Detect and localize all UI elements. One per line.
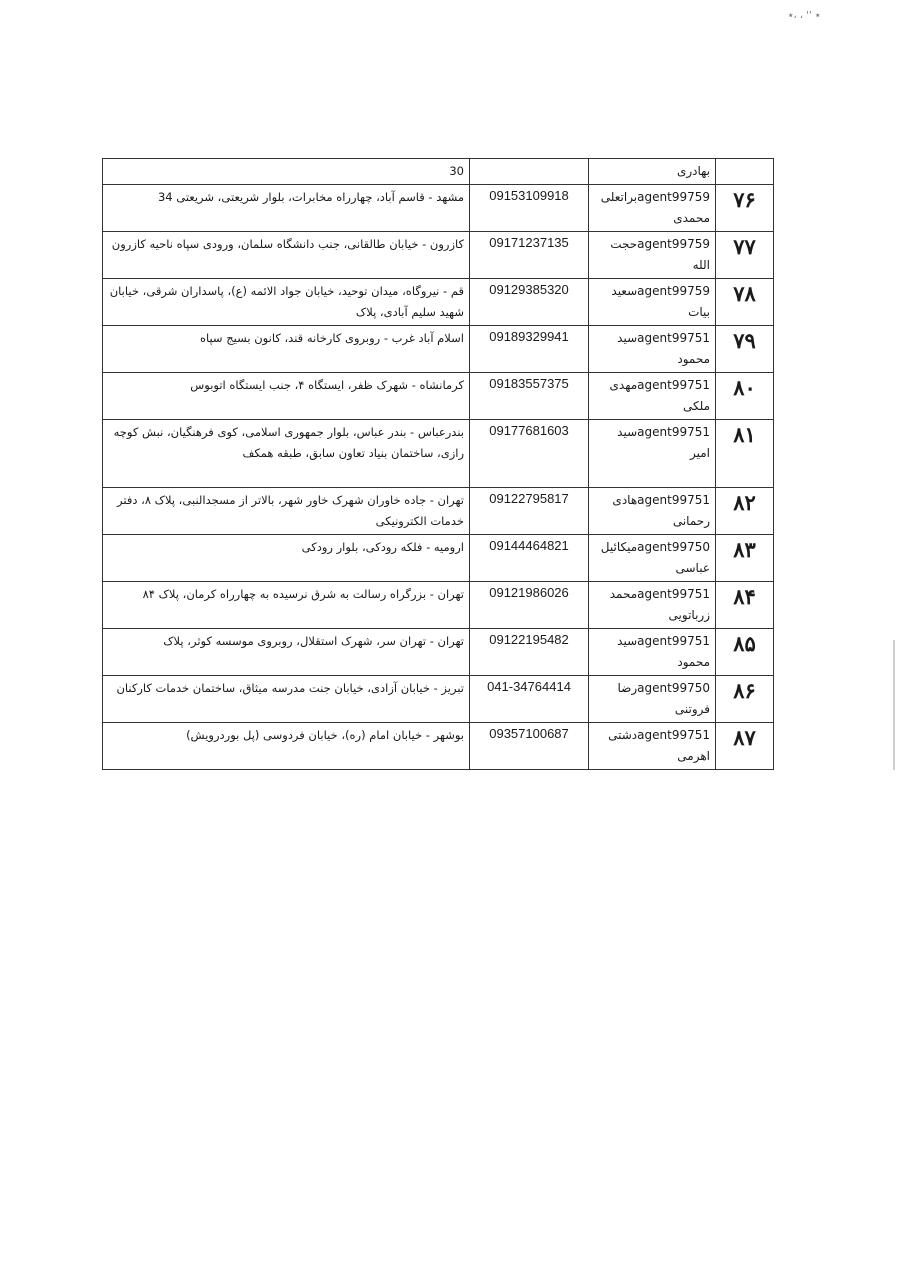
row-number: ۸۲ [716,488,774,535]
table-row [103,373,774,420]
phone-number: 09183557375 [470,373,589,420]
agent-name: بهادری [589,159,716,185]
table-row [103,232,774,279]
row-number: ۸۳ [716,535,774,582]
address: مشهد - قاسم آباد، چهارراه مخابرات، بلوار شریعتی، شریعتی 34 [103,185,470,232]
address: اسلام آباد غرب - روبروی کارخانه قند، کانون بسیج سپاه [103,326,470,373]
agent-name-line1: agent99751سید [617,634,710,648]
row-number: ۷۷ [716,232,774,279]
agent-name-line1: agent99751سید [617,331,710,345]
phone-number: 09357100687 [470,723,589,770]
phone-number: 09153109918 [470,185,589,232]
agent-name [589,232,716,279]
agent-name-line1: agent99759حجت الله [610,237,710,272]
row-number: ۷۸ [716,279,774,326]
phone-number: 09122195482 [470,629,589,676]
agent-name-line2: محمود [677,655,710,669]
table-row [103,629,774,676]
agent-name [589,279,716,326]
agent-name [589,676,716,723]
scan-speck-mark: ٭ '' ، ،٭ [788,10,821,21]
agent-name [589,629,716,676]
table-row [103,420,774,488]
table-row [103,185,774,232]
agent-name [589,420,716,488]
row-number: ۸۶ [716,676,774,723]
address: تهران - جاده خاوران شهرک خاور شهر، بالاتر از مسجدالنبی، پلاک ۸، دفتر خدمات الکترونیکی [103,488,470,535]
agent-name [589,373,716,420]
row-number: ۷۶ [716,185,774,232]
phone-number: 09121986026 [470,582,589,629]
table-body [103,185,774,770]
agent-name [589,488,716,535]
scan-edge-mark [893,640,895,770]
agent-name-line1: agent99750رضا [617,681,710,695]
address: قم - نیروگاه، میدان توحید، خیابان جواد الائمه (ع)، پاسداران شرقی، خیابان شهید سلیم آبادی، پلاک [103,279,470,326]
row-number: ۸۱ [716,420,774,488]
agent-name-line2: محمدی [673,211,710,225]
agent-name-line2: محمود [677,352,710,366]
agent-name [589,326,716,373]
phone-number: 09129385320 [470,279,589,326]
agent-name-line1: agent99759براتعلی [600,190,710,204]
agent-name [589,185,716,232]
table-row [103,326,774,373]
table-row [103,676,774,723]
table-row-continued [103,159,774,185]
agent-name-line2: اهرمی [677,749,710,763]
phone-number: 09144464821 [470,535,589,582]
agent-name-line2: رحمانی [672,514,710,528]
row-number: ۸۷ [716,723,774,770]
address: بندرعباس - بندر عباس، بلوار جمهوری اسلامی، کوی فرهنگیان، نبش کوچه رازی، ساختمان بنیاد تعاون سابق، طبقه همکف [103,420,470,488]
table-row [103,488,774,535]
phone-number: 09122795817 [470,488,589,535]
address: کازرون - خیابان طالقانی، جنب دانشگاه سلمان، ورودی سپاه ناحیه کازرون [103,232,470,279]
table-row [103,582,774,629]
address: کرمانشاه - شهرک ظفر، ایستگاه ۴، جنب ایستگاه اتوبوس [103,373,470,420]
agent-name-line1: agent99751هادی [612,493,710,507]
agent-name [589,535,716,582]
agent-name [589,582,716,629]
row-number: ۸۵ [716,629,774,676]
phone-number: 09189329941 [470,326,589,373]
row-number: ۸۰ [716,373,774,420]
phone-number: 09171237135 [470,232,589,279]
row-number [716,159,774,185]
agent-name-line1: agent99751مهدی [609,378,710,392]
agent-name-line2: فروتنی [674,702,710,716]
agents-table [102,158,774,770]
agent-name-line1: agent99759سعید [611,284,710,298]
address: تهران - بزرگراه رسالت به شرق نرسیده به چهارراه کرمان، پلاک ۸۴ [103,582,470,629]
row-number: ۸۴ [716,582,774,629]
phone-number [470,159,589,185]
agent-name-line2: زرباتویی [668,608,710,622]
agent-name-line1: agent99750میکائیل [600,540,710,554]
address: ارومیه - فلکه رودکی، بلوار رودکی [103,535,470,582]
phone-number: 041-34764414 [470,676,589,723]
row-number: ۷۹ [716,326,774,373]
table-row [103,535,774,582]
address: 30 [103,159,470,185]
agent-name-line1: agent99751دشتی [608,728,710,742]
agent-name [589,723,716,770]
table-row [103,279,774,326]
address: تهران - تهران سر، شهرک استقلال، روبروی موسسه کوثر، پلاک [103,629,470,676]
phone-number: 09177681603 [470,420,589,488]
agent-name-line2: عباسی [675,561,710,575]
address: بوشهر - خیابان امام (ره)، خیابان فردوسی (پل بوردرویش) [103,723,470,770]
table-row [103,723,774,770]
agent-name-line2: بیات [688,305,710,319]
address: تبریز - خیابان آزادی، خیابان جنت مدرسه میثاق، ساختمان خدمات کارکنان [103,676,470,723]
agent-name-line1: agent99751محمد [609,587,710,601]
agent-name-line2: ملکی [682,399,710,413]
agent-name-line1: agent99751سید امیر [617,425,710,460]
